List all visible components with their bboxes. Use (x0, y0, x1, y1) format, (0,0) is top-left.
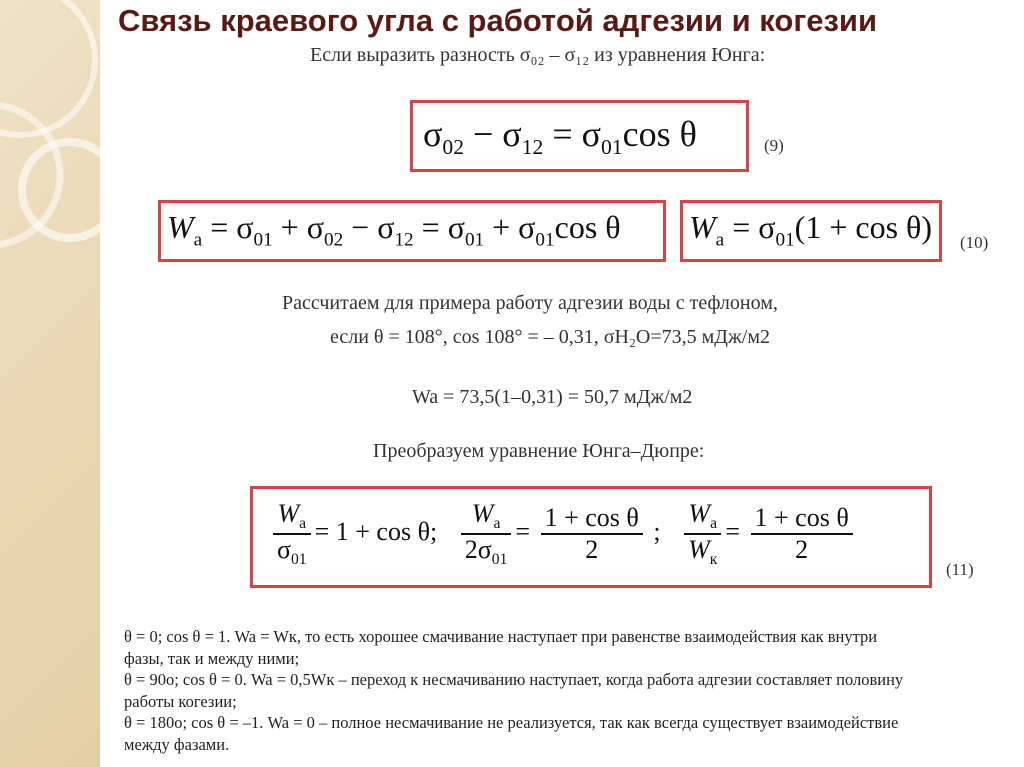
equation-11-box (250, 486, 932, 588)
transform-text: Преобразуем уравнение Юнга–Дюпре: (373, 440, 705, 462)
equation-10a-box (158, 200, 666, 262)
equation-10a: $W_a = \sigma_{01} + \sigma_{02} - \sigma_{12} = \sigma_{01} + \sigma_{01}\cos$ θ (167, 209, 621, 251)
example-result: Wa = 73,5(1–0,31) = 50,7 мДж/м2 (412, 386, 693, 408)
notes-block (124, 626, 1024, 755)
note-line: между фазами. (124, 734, 230, 754)
equation-11: $\frac{W_a}{\sigma_{01}}$ = 1 + cos θ; $\frac{W_a}{2\sigma_{01}}$ = $\frac{\text{1 + cos θ}}{2}$ ; $\frac{W_a}{W_к}$ = $\frac{\text{1 + cos θ}}{2}$ (269, 499, 857, 569)
equation-9-number: (9) (764, 136, 784, 155)
equation-10b-box (680, 200, 942, 262)
slide-title: Связь краевого угла с работой адгезии и когезии (118, 3, 878, 38)
example-line-2: если θ = 108°, cos 108° = – 0,31, σH₂O=73,5 мДж/м2 (330, 326, 770, 348)
equation-9-box (410, 100, 749, 172)
note-line: фазы, так и между ними; (124, 648, 300, 668)
equation-9: $\sigma_{02} - \sigma_{12} = \sigma_{01}\cos$ θ (423, 114, 697, 160)
example-line-1: Рассчитаем для примера работу адгезии воды с тефлоном, (282, 292, 778, 314)
note-line: θ = 180о; cos θ = –1. Wa = 0 – полное несмачивание не реализуется, так как всегда существует взаимодействие (124, 713, 899, 732)
equation-11-number: (11) (946, 560, 974, 579)
note-line: работы когезии; (124, 691, 237, 711)
intro-text: Если выразить разность σ₀₂ – σ₁₂ из уравнения Юнга: (310, 44, 766, 66)
note-line: θ = 0; cos θ = 1. Wa = Wк, то есть хорошее смачивание наступает при равенстве взаимодействия как внутри (124, 627, 878, 646)
equation-10b: $W_a = \sigma_{01}(1 + \cos \theta)$ (689, 209, 933, 251)
note-line: θ = 90о; cos θ = 0. Wa = 0,5Wк – переход к несмачиванию наступает, когда работа адгезии составляет половину (124, 670, 904, 689)
equation-10-number: (10) (960, 233, 989, 252)
